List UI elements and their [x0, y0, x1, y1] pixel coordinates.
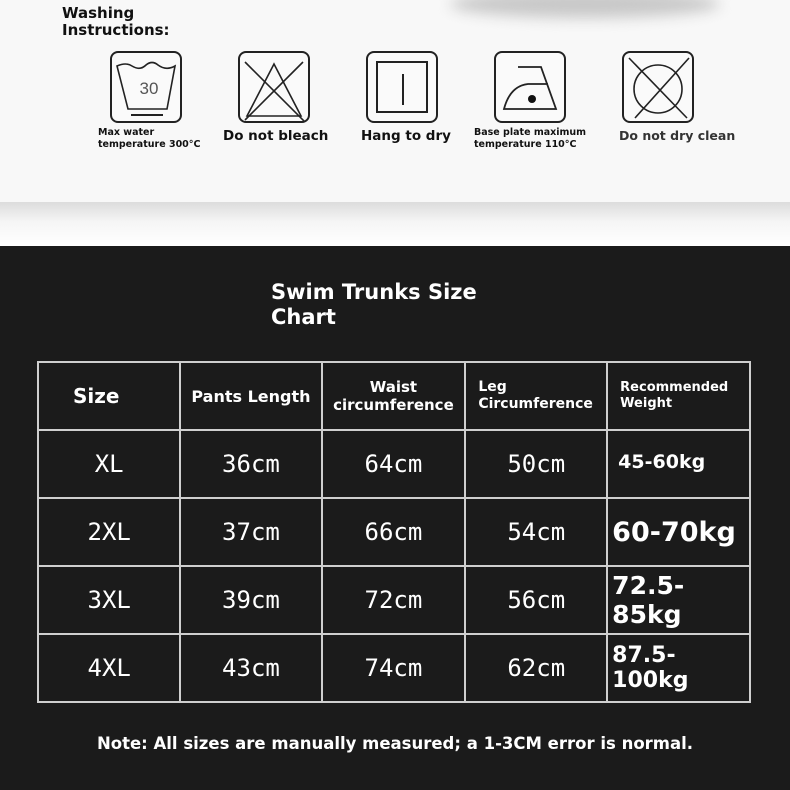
header-pants-length: Pants Length: [180, 362, 321, 430]
do-not-bleach-icon: [238, 51, 310, 123]
cell-leg: 54cm: [465, 498, 607, 566]
header-leg: Leg Circumference: [465, 362, 607, 430]
cell-pants-length: 37cm: [180, 498, 321, 566]
table-row: [38, 430, 750, 498]
cell-waist: 64cm: [322, 430, 466, 498]
header-weight: Recommended Weight: [607, 362, 750, 430]
table-header-row: [38, 362, 750, 430]
table-row: [38, 566, 750, 634]
do-not-dry-clean-label: Do not dry clean: [619, 128, 736, 143]
wash-tub-30-icon: [110, 51, 182, 123]
iron-temp-label: Base plate maximum temperature 110°C: [474, 127, 587, 150]
cell-weight: 45-60kg: [607, 430, 750, 498]
do-not-dry-clean-icon: [622, 51, 694, 123]
washing-instructions-section: [0, 0, 790, 202]
cell-size: 3XL: [38, 566, 180, 634]
cell-pants-length: 39cm: [180, 566, 321, 634]
cell-waist: 74cm: [322, 634, 466, 702]
table-row: [38, 498, 750, 566]
size-chart-section: [0, 246, 790, 790]
cell-weight: 72.5-85kg: [607, 566, 750, 634]
cell-waist: 66cm: [322, 498, 466, 566]
cell-waist: 72cm: [322, 566, 466, 634]
hang-dry-icon: [366, 51, 438, 123]
cell-size: 2XL: [38, 498, 180, 566]
size-table: [37, 361, 751, 703]
do-not-bleach-label: Do not bleach: [223, 128, 329, 144]
cell-size: 4XL: [38, 634, 180, 702]
table-row: [38, 634, 750, 702]
cell-leg: 56cm: [465, 566, 607, 634]
decorative-shadow: [450, 0, 720, 18]
wash-temp-label: Max water temperature 300°C: [98, 127, 201, 150]
cell-leg: 62cm: [465, 634, 607, 702]
cell-size: XL: [38, 430, 180, 498]
header-waist: Waist circumference: [322, 362, 466, 430]
cell-pants-length: 36cm: [180, 430, 321, 498]
washing-title: Washing Instructions:: [62, 4, 170, 39]
section-divider: [0, 202, 790, 246]
hang-dry-label: Hang to dry: [361, 128, 451, 144]
cell-weight: 60-70kg: [607, 498, 750, 566]
header-size: Size: [38, 362, 180, 430]
size-chart-title: Swim Trunks Size Chart: [271, 280, 477, 329]
cell-pants-length: 43cm: [180, 634, 321, 702]
cell-weight: 87.5-100kg: [607, 634, 750, 702]
iron-medium-heat-icon: [494, 51, 566, 123]
cell-leg: 50cm: [465, 430, 607, 498]
svg-text:30: 30: [139, 79, 159, 98]
measurement-note: Note: All sizes are manually measured; a 1-3CM error is normal.: [96, 734, 694, 753]
